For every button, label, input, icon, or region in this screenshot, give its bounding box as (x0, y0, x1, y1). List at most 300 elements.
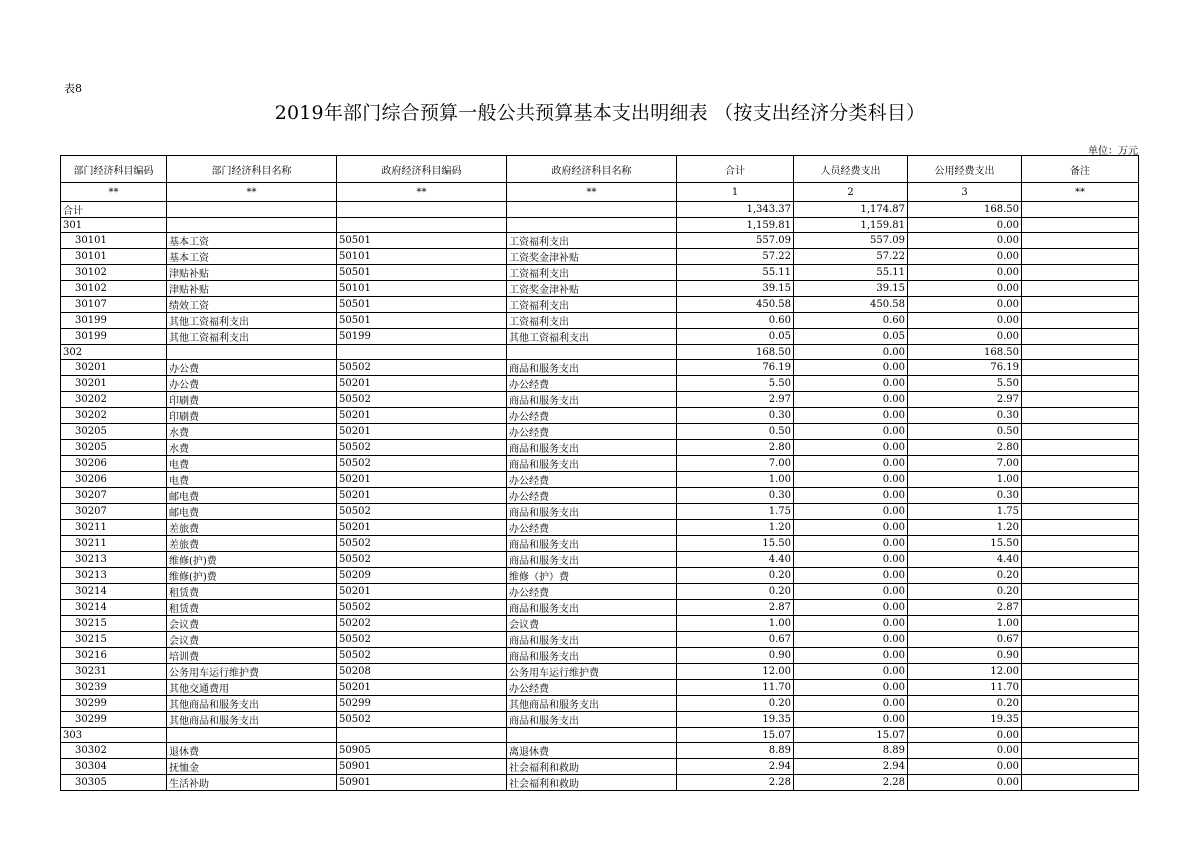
cell-gov-name: 商品和服务支出 (507, 648, 677, 664)
cell-total: 0.60 (677, 313, 794, 329)
cell-public: 0.00 (908, 281, 1022, 297)
cell-remark (1022, 408, 1139, 424)
cell-remark (1022, 392, 1139, 408)
cell-personnel: 0.00 (794, 424, 908, 440)
cell-gov-code: 50201 (337, 424, 507, 440)
cell-remark (1022, 600, 1139, 616)
cell-dept-code: 30206 (61, 472, 167, 488)
cell-dept-code: 30214 (61, 600, 167, 616)
cell-gov-code: 50501 (337, 313, 507, 329)
cell-gov-code: 50201 (337, 488, 507, 504)
cell-dept-name: 邮电费 (167, 488, 337, 504)
cell-gov-code: 50502 (337, 648, 507, 664)
cell-gov-code (337, 218, 507, 233)
cell-dept-name: 邮电费 (167, 504, 337, 520)
cell-dept-code: 30202 (61, 408, 167, 424)
cell-remark (1022, 329, 1139, 345)
cell-dept-code: 30102 (61, 281, 167, 297)
cell-gov-name (507, 728, 677, 743)
cell-total: 450.58 (677, 297, 794, 313)
cell-dept-name: 办公费 (167, 376, 337, 392)
cell-dept-name: 抚恤金 (167, 759, 337, 775)
cell-public: 0.00 (908, 218, 1022, 233)
cell-dept-code: 30199 (61, 313, 167, 329)
cell-total: 0.20 (677, 696, 794, 712)
cell-dept-name (167, 202, 337, 218)
cell-dept-name: 基本工资 (167, 233, 337, 249)
cell-gov-code: 50501 (337, 265, 507, 281)
cell-gov-name: 办公经费 (507, 680, 677, 696)
cell-remark (1022, 297, 1139, 313)
cell-public: 0.30 (908, 488, 1022, 504)
cell-total: 2.97 (677, 392, 794, 408)
cell-dept-code: 30205 (61, 440, 167, 456)
cell-dept-code: 30205 (61, 424, 167, 440)
cell-public: 0.20 (908, 584, 1022, 600)
cell-dept-code: 30215 (61, 632, 167, 648)
cell-dept-name: 维修(护)费 (167, 552, 337, 568)
cell-remark (1022, 664, 1139, 680)
cell-public: 0.20 (908, 696, 1022, 712)
cell-total: 2.80 (677, 440, 794, 456)
cell-dept-name: 电费 (167, 472, 337, 488)
table-row (61, 329, 1139, 345)
cell-gov-code: 50299 (337, 696, 507, 712)
cell-total: 168.50 (677, 345, 794, 360)
cell-public: 2.80 (908, 440, 1022, 456)
cell-dept-code: 30302 (61, 743, 167, 759)
cell-personnel: 0.00 (794, 712, 908, 728)
index-cell-public: 3 (908, 183, 1022, 202)
cell-gov-name: 商品和服务支出 (507, 552, 677, 568)
cell-public: 0.00 (908, 329, 1022, 345)
cell-personnel: 0.00 (794, 345, 908, 360)
cell-personnel: 0.00 (794, 504, 908, 520)
cell-public: 7.00 (908, 456, 1022, 472)
cell-dept-name: 生活补助 (167, 775, 337, 791)
cell-remark (1022, 424, 1139, 440)
cell-personnel: 0.00 (794, 392, 908, 408)
cell-gov-code: 50905 (337, 743, 507, 759)
table-row (61, 648, 1139, 664)
index-cell-remark: ** (1022, 183, 1139, 202)
cell-total: 57.22 (677, 249, 794, 265)
cell-public: 0.00 (908, 775, 1022, 791)
cell-gov-name: 商品和服务支出 (507, 536, 677, 552)
cell-gov-code: 50202 (337, 616, 507, 632)
cell-dept-name: 差旅费 (167, 520, 337, 536)
cell-dept-name: 其他工资福利支出 (167, 313, 337, 329)
cell-gov-name: 办公经费 (507, 584, 677, 600)
table-row (61, 743, 1139, 759)
cell-public: 76.19 (908, 360, 1022, 376)
cell-dept-code: 30201 (61, 376, 167, 392)
cell-remark (1022, 313, 1139, 329)
table-row (61, 472, 1139, 488)
header-gov-name: 政府经济科目名称 (507, 156, 677, 183)
cell-dept-name: 水费 (167, 440, 337, 456)
cell-remark (1022, 218, 1139, 233)
cell-gov-name: 商品和服务支出 (507, 712, 677, 728)
cell-dept-code: 30213 (61, 568, 167, 584)
cell-remark (1022, 265, 1139, 281)
cell-remark (1022, 743, 1139, 759)
cell-public: 168.50 (908, 345, 1022, 360)
cell-personnel: 0.00 (794, 616, 908, 632)
cell-dept-name: 电费 (167, 456, 337, 472)
header-public: 公用经费支出 (908, 156, 1022, 183)
cell-dept-code: 30107 (61, 297, 167, 313)
cell-gov-name: 商品和服务支出 (507, 600, 677, 616)
cell-gov-name: 其他商品和服务支出 (507, 696, 677, 712)
cell-total: 8.89 (677, 743, 794, 759)
cell-total: 0.50 (677, 424, 794, 440)
cell-dept-name: 退休费 (167, 743, 337, 759)
table-row (61, 297, 1139, 313)
cell-gov-name: 工资福利支出 (507, 233, 677, 249)
cell-gov-code: 50502 (337, 440, 507, 456)
cell-personnel: 39.15 (794, 281, 908, 297)
cell-dept-name: 印刷费 (167, 408, 337, 424)
cell-public: 12.00 (908, 664, 1022, 680)
cell-public: 0.67 (908, 632, 1022, 648)
cell-dept-name: 公务用车运行维护费 (167, 664, 337, 680)
table-row (61, 345, 1139, 360)
cell-dept-code: 30213 (61, 552, 167, 568)
cell-total: 4.40 (677, 552, 794, 568)
cell-gov-code: 50199 (337, 329, 507, 345)
budget-table (60, 155, 1139, 791)
cell-personnel: 450.58 (794, 297, 908, 313)
cell-gov-code: 50209 (337, 568, 507, 584)
cell-gov-code: 50501 (337, 297, 507, 313)
cell-public: 0.00 (908, 743, 1022, 759)
cell-total: 7.00 (677, 456, 794, 472)
cell-total: 2.28 (677, 775, 794, 791)
table-row (61, 504, 1139, 520)
header-row (61, 156, 1139, 183)
cell-remark (1022, 281, 1139, 297)
cell-personnel: 0.00 (794, 600, 908, 616)
cell-personnel: 1,159.81 (794, 218, 908, 233)
cell-dept-name (167, 345, 337, 360)
cell-total: 2.94 (677, 759, 794, 775)
table-row (61, 456, 1139, 472)
cell-dept-name: 租赁费 (167, 600, 337, 616)
table-row (61, 728, 1139, 743)
cell-dept-name: 绩效工资 (167, 297, 337, 313)
table-row (61, 360, 1139, 376)
cell-personnel: 0.00 (794, 696, 908, 712)
cell-public: 2.97 (908, 392, 1022, 408)
cell-total: 0.30 (677, 408, 794, 424)
cell-dept-code: 30215 (61, 616, 167, 632)
cell-gov-code: 50502 (337, 360, 507, 376)
cell-gov-code: 50201 (337, 680, 507, 696)
cell-personnel: 0.00 (794, 536, 908, 552)
cell-total: 1,343.37 (677, 202, 794, 218)
cell-remark (1022, 520, 1139, 536)
cell-gov-code: 50901 (337, 775, 507, 791)
cell-personnel: 0.00 (794, 680, 908, 696)
cell-dept-code: 302 (61, 345, 167, 360)
cell-gov-code (337, 728, 507, 743)
cell-remark (1022, 472, 1139, 488)
cell-total: 0.90 (677, 648, 794, 664)
cell-gov-code: 50502 (337, 632, 507, 648)
cell-gov-code: 50208 (337, 664, 507, 680)
cell-total: 0.67 (677, 632, 794, 648)
cell-dept-code: 30207 (61, 504, 167, 520)
cell-dept-name: 维修(护)费 (167, 568, 337, 584)
cell-dept-name (167, 218, 337, 233)
cell-gov-name: 商品和服务支出 (507, 392, 677, 408)
cell-gov-name: 社会福利和救助 (507, 775, 677, 791)
cell-remark (1022, 552, 1139, 568)
index-cell-dept-code: ** (61, 183, 167, 202)
cell-public: 1.75 (908, 504, 1022, 520)
cell-dept-code: 301 (61, 218, 167, 233)
header-personnel: 人员经费支出 (794, 156, 908, 183)
cell-dept-code: 30202 (61, 392, 167, 408)
cell-total: 12.00 (677, 664, 794, 680)
cell-gov-name: 维修（护）费 (507, 568, 677, 584)
cell-dept-name: 津贴补贴 (167, 281, 337, 297)
cell-personnel: 0.00 (794, 632, 908, 648)
cell-dept-name: 办公费 (167, 360, 337, 376)
table-row (61, 249, 1139, 265)
cell-personnel: 15.07 (794, 728, 908, 743)
table-row (61, 712, 1139, 728)
cell-remark (1022, 696, 1139, 712)
cell-total: 0.30 (677, 488, 794, 504)
cell-remark (1022, 728, 1139, 743)
cell-dept-code: 30211 (61, 536, 167, 552)
cell-personnel: 557.09 (794, 233, 908, 249)
cell-dept-name (167, 728, 337, 743)
cell-gov-name: 社会福利和救助 (507, 759, 677, 775)
cell-remark (1022, 456, 1139, 472)
cell-total: 1.75 (677, 504, 794, 520)
cell-gov-code: 50101 (337, 281, 507, 297)
cell-personnel: 57.22 (794, 249, 908, 265)
cell-dept-code: 30231 (61, 664, 167, 680)
cell-public: 11.70 (908, 680, 1022, 696)
cell-remark (1022, 440, 1139, 456)
cell-gov-code: 50502 (337, 504, 507, 520)
table-row (61, 281, 1139, 297)
cell-dept-name: 会议费 (167, 616, 337, 632)
table-row (61, 440, 1139, 456)
cell-remark (1022, 775, 1139, 791)
table-row (61, 552, 1139, 568)
cell-personnel: 0.00 (794, 664, 908, 680)
cell-public: 1.00 (908, 616, 1022, 632)
cell-gov-code: 50201 (337, 584, 507, 600)
cell-gov-name: 商品和服务支出 (507, 504, 677, 520)
cell-gov-name: 工资奖金津补贴 (507, 249, 677, 265)
cell-total: 5.50 (677, 376, 794, 392)
table-row (61, 520, 1139, 536)
cell-remark (1022, 616, 1139, 632)
cell-remark (1022, 680, 1139, 696)
cell-gov-name: 办公经费 (507, 520, 677, 536)
cell-remark (1022, 536, 1139, 552)
unit-label: 单位：万元 (1088, 146, 1138, 157)
cell-gov-code: 50502 (337, 456, 507, 472)
cell-dept-code: 30207 (61, 488, 167, 504)
cell-personnel: 0.00 (794, 440, 908, 456)
cell-gov-code: 50201 (337, 520, 507, 536)
cell-public: 0.00 (908, 265, 1022, 281)
cell-gov-code: 50502 (337, 712, 507, 728)
cell-public: 0.90 (908, 648, 1022, 664)
index-cell-gov-name: ** (507, 183, 677, 202)
table-row (61, 759, 1139, 775)
cell-remark (1022, 376, 1139, 392)
cell-remark (1022, 233, 1139, 249)
cell-personnel: 0.00 (794, 488, 908, 504)
cell-dept-name: 其他工资福利支出 (167, 329, 337, 345)
cell-personnel: 0.00 (794, 408, 908, 424)
cell-gov-name: 办公经费 (507, 408, 677, 424)
cell-public: 0.00 (908, 233, 1022, 249)
cell-personnel: 0.05 (794, 329, 908, 345)
cell-gov-name: 办公经费 (507, 424, 677, 440)
cell-dept-code: 30206 (61, 456, 167, 472)
index-cell-gov-code: ** (337, 183, 507, 202)
cell-gov-name: 商品和服务支出 (507, 632, 677, 648)
cell-dept-code: 30201 (61, 360, 167, 376)
table-row (61, 202, 1139, 218)
table-row (61, 568, 1139, 584)
table-row (61, 632, 1139, 648)
cell-total: 55.11 (677, 265, 794, 281)
cell-gov-name: 会议费 (507, 616, 677, 632)
table-row (61, 376, 1139, 392)
cell-gov-code: 50201 (337, 472, 507, 488)
page-title: 2019年部门综合预算一般公共预算基本支出明细表 （按支出经济分类科目） (274, 102, 926, 124)
cell-remark (1022, 632, 1139, 648)
cell-dept-code: 30211 (61, 520, 167, 536)
cell-public: 15.50 (908, 536, 1022, 552)
cell-dept-code: 30304 (61, 759, 167, 775)
cell-gov-code: 50502 (337, 600, 507, 616)
table-row (61, 536, 1139, 552)
cell-personnel: 0.00 (794, 360, 908, 376)
table-row (61, 584, 1139, 600)
cell-gov-name (507, 218, 677, 233)
cell-dept-code: 30239 (61, 680, 167, 696)
cell-personnel: 2.94 (794, 759, 908, 775)
table-row (61, 313, 1139, 329)
table-row (61, 775, 1139, 791)
cell-personnel: 0.00 (794, 472, 908, 488)
cell-total: 1.20 (677, 520, 794, 536)
cell-remark (1022, 345, 1139, 360)
cell-remark (1022, 712, 1139, 728)
table-row (61, 233, 1139, 249)
cell-dept-code: 30305 (61, 775, 167, 791)
cell-dept-code: 30101 (61, 233, 167, 249)
cell-personnel: 1,174.87 (794, 202, 908, 218)
index-cell-dept-name: ** (167, 183, 337, 202)
table-number: 表8 (64, 82, 82, 95)
cell-public: 19.35 (908, 712, 1022, 728)
cell-dept-code: 30102 (61, 265, 167, 281)
cell-public: 2.87 (908, 600, 1022, 616)
cell-gov-code (337, 202, 507, 218)
cell-public: 0.00 (908, 313, 1022, 329)
cell-personnel: 55.11 (794, 265, 908, 281)
header-remark: 备注 (1022, 156, 1139, 183)
cell-personnel: 2.28 (794, 775, 908, 791)
cell-remark (1022, 568, 1139, 584)
cell-gov-code: 50101 (337, 249, 507, 265)
cell-dept-code: 30199 (61, 329, 167, 345)
cell-gov-name: 工资福利支出 (507, 265, 677, 281)
index-cell-personnel: 2 (794, 183, 908, 202)
table-body (61, 183, 1139, 791)
cell-total: 2.87 (677, 600, 794, 616)
cell-remark (1022, 504, 1139, 520)
cell-dept-code: 303 (61, 728, 167, 743)
cell-gov-name: 商品和服务支出 (507, 456, 677, 472)
table-row (61, 408, 1139, 424)
cell-gov-name: 商品和服务支出 (507, 360, 677, 376)
cell-remark (1022, 648, 1139, 664)
cell-personnel: 0.00 (794, 552, 908, 568)
cell-gov-code: 50901 (337, 759, 507, 775)
table-row (61, 664, 1139, 680)
cell-gov-code: 50502 (337, 392, 507, 408)
header-total: 合计 (677, 156, 794, 183)
cell-total: 557.09 (677, 233, 794, 249)
cell-gov-code: 50201 (337, 376, 507, 392)
cell-public: 0.00 (908, 728, 1022, 743)
cell-total: 11.70 (677, 680, 794, 696)
cell-remark (1022, 584, 1139, 600)
cell-dept-name: 租赁费 (167, 584, 337, 600)
cell-total: 1.00 (677, 472, 794, 488)
cell-total: 19.35 (677, 712, 794, 728)
cell-gov-name: 公务用车运行维护费 (507, 664, 677, 680)
cell-gov-name: 工资福利支出 (507, 313, 677, 329)
cell-gov-name: 工资奖金津补贴 (507, 281, 677, 297)
cell-public: 5.50 (908, 376, 1022, 392)
cell-dept-name: 基本工资 (167, 249, 337, 265)
cell-public: 1.20 (908, 520, 1022, 536)
cell-personnel: 0.00 (794, 584, 908, 600)
header-dept-code: 部门经济科目编码 (61, 156, 167, 183)
cell-gov-name: 离退休费 (507, 743, 677, 759)
cell-total: 1.00 (677, 616, 794, 632)
cell-dept-code: 30299 (61, 696, 167, 712)
table-row (61, 392, 1139, 408)
cell-total: 76.19 (677, 360, 794, 376)
cell-gov-name: 办公经费 (507, 376, 677, 392)
header-dept-name: 部门经济科目名称 (167, 156, 337, 183)
table-row (61, 696, 1139, 712)
cell-remark (1022, 202, 1139, 218)
cell-dept-name: 差旅费 (167, 536, 337, 552)
cell-public: 0.50 (908, 424, 1022, 440)
cell-total: 0.05 (677, 329, 794, 345)
cell-dept-name: 印刷费 (167, 392, 337, 408)
cell-remark (1022, 249, 1139, 265)
cell-dept-code: 30299 (61, 712, 167, 728)
cell-total: 1,159.81 (677, 218, 794, 233)
